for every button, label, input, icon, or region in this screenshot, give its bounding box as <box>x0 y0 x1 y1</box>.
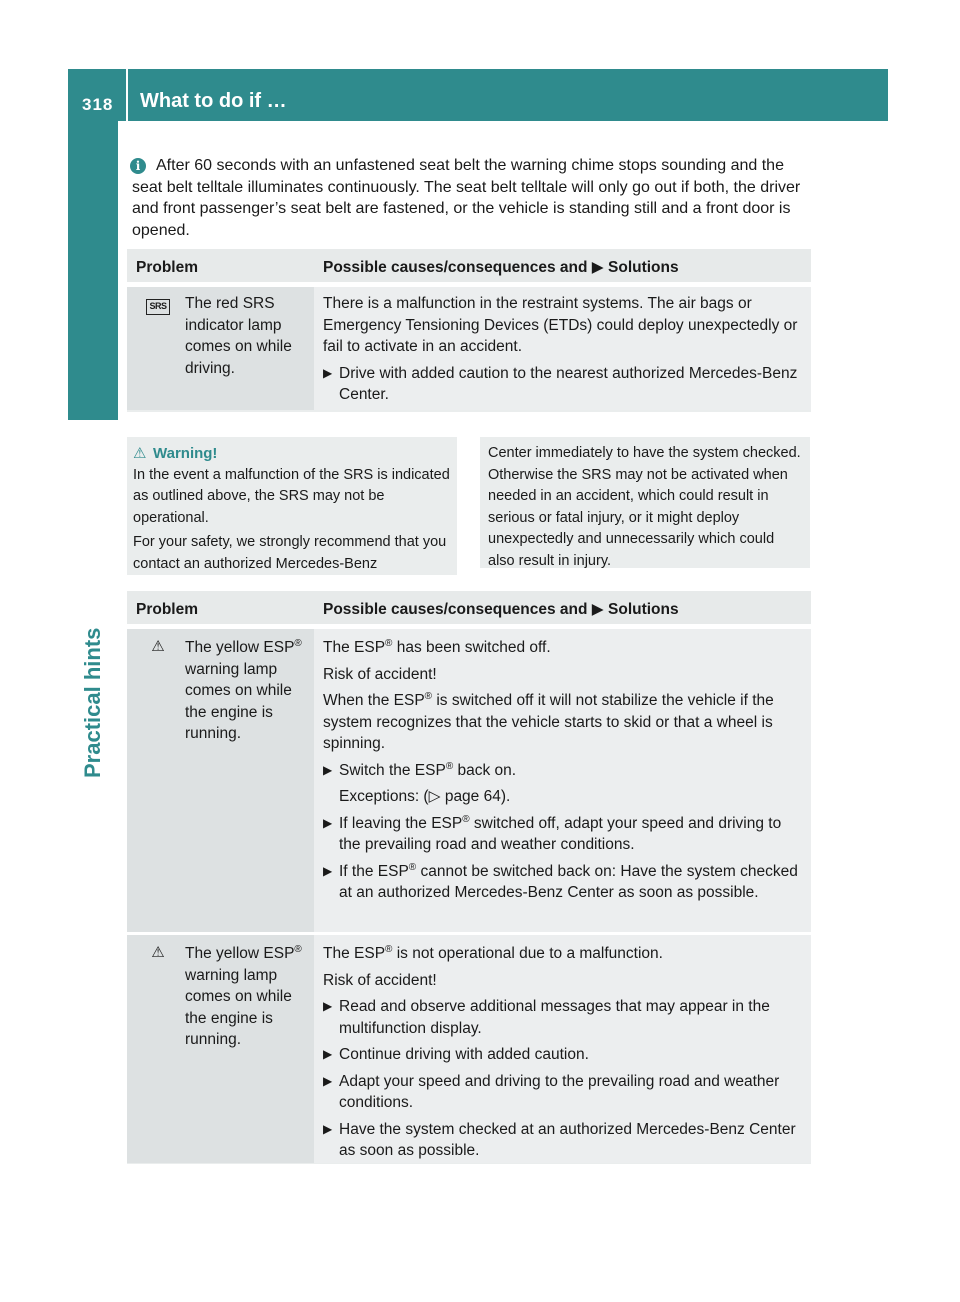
solution-text: The ESP® has been switched off. Risk of accident! When the ESP® is switched off it will not stabilize the vehicle if the system recognizes that the vehicle starts to skid or that a wheel is spinning. ▶ Switch the ESP® back on. Exceptions: (▷ page 64). ▶ If leaving the ESP® switched off, adapt your speed and driving to the prevailing road and weather conditions. ▶ If the ESP® cannot be switched back on: Have the system checked at an authorized Mercedes-Benz Center as soon as possible. <box>323 637 807 904</box>
side-label <box>80 600 110 780</box>
arrow-icon: ▶ <box>323 815 333 830</box>
table-row <box>127 932 811 1163</box>
arrow-icon: ▶ <box>323 365 333 380</box>
col-problem: Problem <box>136 601 199 618</box>
list-item: ▶ Adapt your speed and driving to the prevailing road and weather conditions. <box>323 1072 780 1111</box>
list-item: ▶ Drive with added caution to the nearest authorized Mercedes-Benz Center. <box>323 364 798 403</box>
srs-table <box>127 249 811 412</box>
warning-box <box>127 437 457 575</box>
col-solutions: Possible causes/consequences and ▶ Solutions <box>323 601 679 618</box>
arrow-icon: ▶ <box>323 863 333 878</box>
problem-text: The yellow ESP® warning lamp comes on while the engine is running. <box>185 943 302 1048</box>
header-divider <box>126 69 128 121</box>
arrow-icon: ▶ <box>323 1073 333 1088</box>
list-item: ▶ If the ESP® cannot be switched back on: Have the system checked at an authorized Mercedes-Benz Center as soon as possible. <box>323 861 798 901</box>
warning-box-continued <box>480 437 810 568</box>
warning-text-2: For your safety, we strongly recommend that you contact an authorized Mercedes-Benz <box>133 534 447 572</box>
list-item: ▶ Switch the ESP® back on. <box>323 760 807 782</box>
warning-title: ⚠ Warning! <box>133 443 451 465</box>
esp-warning-icon: ⚠ <box>151 638 165 655</box>
list-item: ▶ Read and observe additional messages that may appear in the multifunction display. <box>323 998 770 1037</box>
esp-warning-icon: ⚠ <box>151 944 165 961</box>
col-solutions: Possible causes/consequences and ▶ Solutions <box>323 259 679 276</box>
solution-text <box>323 293 807 406</box>
esp-table <box>127 591 811 1164</box>
table-row <box>127 284 811 410</box>
arrow-icon: ▶ <box>323 762 333 777</box>
arrow-icon: ▶ <box>323 1121 333 1136</box>
list-item: ▶ If leaving the ESP® switched off, adapt your speed and driving to the prevailing road and weather conditions. <box>323 813 782 853</box>
side-label-text: Practical hints <box>80 627 105 778</box>
solution-text: The ESP® is not operational due to a malfunction. Risk of accident! ▶ Read and observe additional messages that may appear in the multifunction display. ▶ Continue driving with added caution. ▶ Adapt your speed and driving to the prevailing road and weather conditions. ▶ Have the system checked at an authorized Mercedes-Benz Center as soon as possible. <box>323 943 807 1162</box>
warning-text-3: Center immediately to have the system checked. Otherwise the SRS may not be activated when needed in an accident, which could result in serious or fatal injury, or it might deploy unexpectedly and unnecessarily which could also result in injury. <box>488 445 801 569</box>
info-note <box>132 155 814 241</box>
col-problem: Problem <box>136 259 199 276</box>
warning-text-1: In the event a malfunction of the SRS is indicated as outlined above, the SRS may not be operational. <box>133 466 450 526</box>
arrow-icon: ▶ <box>323 1047 333 1061</box>
table-header <box>127 591 811 626</box>
info-note-text: After 60 seconds with an unfastened seat belt the warning chime stops sounding and the seat belt telltale illuminates continuously. The seat belt telltale will only go out if both, the driver and front passenger’s seat belt are fastened, or the vehicle is standing still and a front door is opened. <box>132 157 801 239</box>
list-item: ▶ Have the system checked at an authorized Mercedes-Benz Center as soon as possible. <box>323 1120 796 1159</box>
warning-icon: ⚠ <box>133 445 147 462</box>
problem-text: The red SRS indicator lamp comes on while driving. <box>185 295 292 377</box>
table-header <box>127 249 811 284</box>
table-row <box>127 626 811 932</box>
arrow-icon: ▶ <box>323 999 333 1013</box>
problem-text: The yellow ESP® warning lamp comes on while the engine is running. <box>185 637 302 742</box>
page-number: 318 <box>82 95 114 114</box>
info-icon: i <box>130 158 146 174</box>
srs-icon: SRS <box>145 295 171 313</box>
side-tab <box>68 121 118 420</box>
page-title: What to do if … <box>140 90 287 112</box>
list-item: ▶ Continue driving with added caution. <box>323 1044 807 1066</box>
cause-text: There is a malfunction in the restraint systems. The air bags or Emergency Tensioning Devices (ETDs) could deploy unexpectedly or fail to activate in an accident. <box>323 295 798 355</box>
